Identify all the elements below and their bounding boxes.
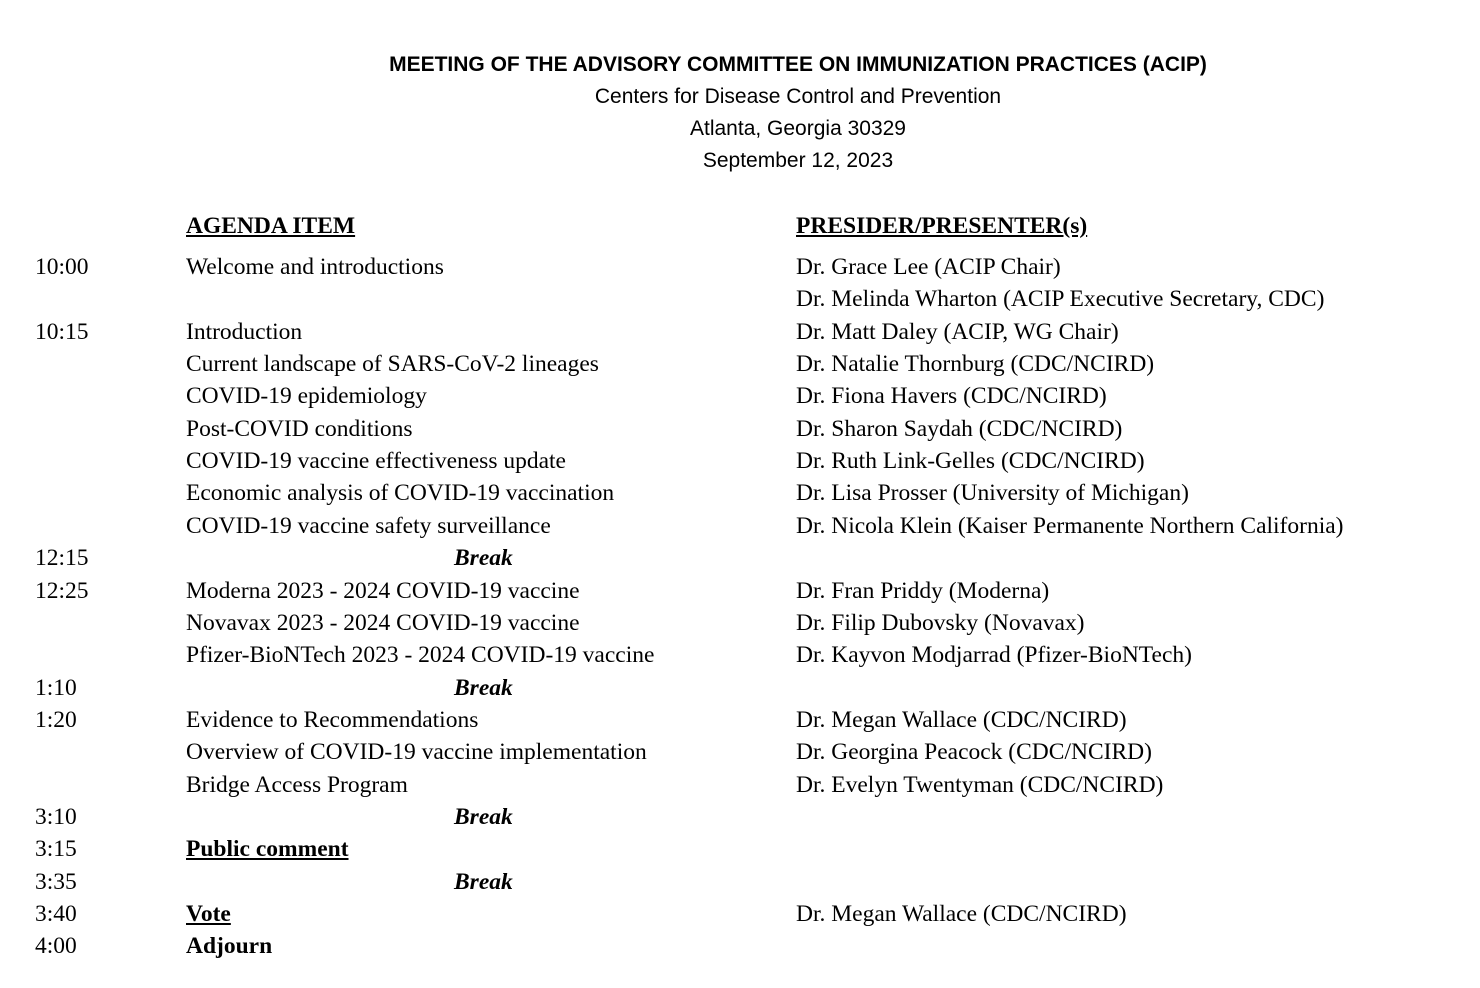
column-headers — [0, 210, 1480, 242]
agenda-item: Pfizer-BioNTech 2023 - 2024 COVID-19 vaccine — [186, 642, 655, 669]
meeting-title: MEETING OF THE ADVISORY COMMITTEE ON IMMUNIZATION PRACTICES (ACIP) — [389, 53, 1207, 76]
agenda-time: 3:15 — [35, 836, 77, 863]
location: Atlanta, Georgia 30329 — [690, 117, 906, 140]
agenda-time: 1:10 — [35, 674, 77, 701]
presenter: Dr. Megan Wallace (CDC/NCIRD) — [796, 706, 1127, 733]
break-label: Break — [454, 803, 513, 830]
agenda-time: 12:15 — [35, 545, 89, 572]
agenda-item: Bridge Access Program — [186, 771, 408, 798]
agenda-item: COVID-19 vaccine effectiveness update — [186, 448, 566, 475]
break-label: Break — [454, 868, 513, 895]
agenda-row — [0, 866, 1480, 898]
agenda-row — [0, 316, 1480, 348]
agenda-row — [0, 283, 1480, 315]
agenda-row — [0, 833, 1480, 865]
agenda-row — [0, 769, 1480, 801]
agenda-time: 10:00 — [35, 254, 89, 280]
agenda-item: COVID-19 epidemiology — [186, 383, 427, 410]
agenda-time: 3:40 — [35, 901, 77, 927]
agenda-row — [0, 930, 1480, 962]
agenda-item: Adjourn — [186, 933, 273, 960]
presenter: Dr. Kayvon Modjarrad (Pfizer-BioNTech) — [796, 642, 1192, 669]
agenda-row — [0, 348, 1480, 380]
agenda-time: 4:00 — [35, 933, 77, 960]
agenda-row — [0, 413, 1480, 445]
agenda-item: Moderna 2023 - 2024 COVID-19 vaccine — [186, 577, 580, 604]
agenda-item-header: AGENDA ITEM — [186, 213, 356, 239]
agenda-row — [0, 380, 1480, 412]
agenda-row — [0, 542, 1480, 574]
presenter: Dr. Georgina Peacock (CDC/NCIRD) — [796, 739, 1152, 766]
presenter: Dr. Fiona Havers (CDC/NCIRD) — [796, 383, 1107, 410]
break-label: Break — [454, 545, 513, 572]
presenter: Dr. Ruth Link-Gelles (CDC/NCIRD) — [796, 448, 1145, 475]
agenda-item: Overview of COVID-19 vaccine implementation — [186, 739, 647, 766]
agenda-time: 1:20 — [35, 706, 77, 733]
presenter: Dr. Lisa Prosser (University of Michigan) — [796, 480, 1189, 507]
presenter: Dr. Matt Daley (ACIP, WG Chair) — [796, 318, 1119, 345]
agenda-row — [0, 477, 1480, 509]
agenda-item: Novavax 2023 - 2024 COVID-19 vaccine — [186, 609, 580, 636]
agenda-row — [0, 801, 1480, 833]
agenda-item: Evidence to Recommendations — [186, 706, 479, 733]
presenter: Dr. Melinda Wharton (ACIP Executive Secretary, CDC) — [796, 286, 1325, 313]
meeting-date: September 12, 2023 — [702, 149, 894, 172]
agenda-row — [0, 672, 1480, 704]
presenter: Dr. Sharon Saydah (CDC/NCIRD) — [796, 415, 1123, 442]
agenda-time: 3:35 — [35, 868, 77, 895]
presenter: Dr. Evelyn Twentyman (CDC/NCIRD) — [796, 771, 1164, 798]
agenda-item: Welcome and introductions — [186, 254, 444, 280]
presenter: Dr. Filip Dubovsky (Novavax) — [796, 609, 1085, 636]
presenter: Dr. Nicola Klein (Kaiser Permanente Northern California) — [796, 512, 1344, 539]
agenda-time: 12:25 — [35, 577, 89, 604]
break-label: Break — [454, 674, 513, 701]
presenter: Dr. Grace Lee (ACIP Chair) — [796, 254, 1061, 280]
agenda-row — [0, 445, 1480, 477]
presenter: Dr. Fran Priddy (Moderna) — [796, 577, 1050, 604]
presenter: Dr. Natalie Thornburg (CDC/NCIRD) — [796, 351, 1155, 378]
agenda-item: COVID-19 vaccine safety surveillance — [186, 512, 551, 539]
presenter: Dr. Megan Wallace (CDC/NCIRD) — [796, 901, 1127, 927]
agenda-row — [0, 510, 1480, 542]
agenda-item: Public comment — [186, 836, 349, 863]
agenda-item: Vote — [186, 901, 231, 927]
agenda-item: Post-COVID conditions — [186, 415, 413, 442]
presenter-header: PRESIDER/PRESENTER(s) — [796, 213, 1088, 239]
agenda-item: Economic analysis of COVID-19 vaccination — [186, 480, 615, 507]
agenda-row — [0, 607, 1480, 639]
agenda-item: Current landscape of SARS-CoV-2 lineages — [186, 351, 599, 378]
agenda-row — [0, 639, 1480, 671]
agenda-time: 10:15 — [35, 318, 89, 345]
agenda-row — [0, 704, 1480, 736]
organization: Centers for Disease Control and Prevention — [594, 85, 1002, 108]
agenda-row — [0, 736, 1480, 768]
agenda-row — [0, 575, 1480, 607]
agenda-time: 3:10 — [35, 803, 77, 830]
agenda-row — [0, 898, 1480, 930]
agenda-item: Introduction — [186, 318, 303, 345]
agenda-row — [0, 251, 1480, 283]
